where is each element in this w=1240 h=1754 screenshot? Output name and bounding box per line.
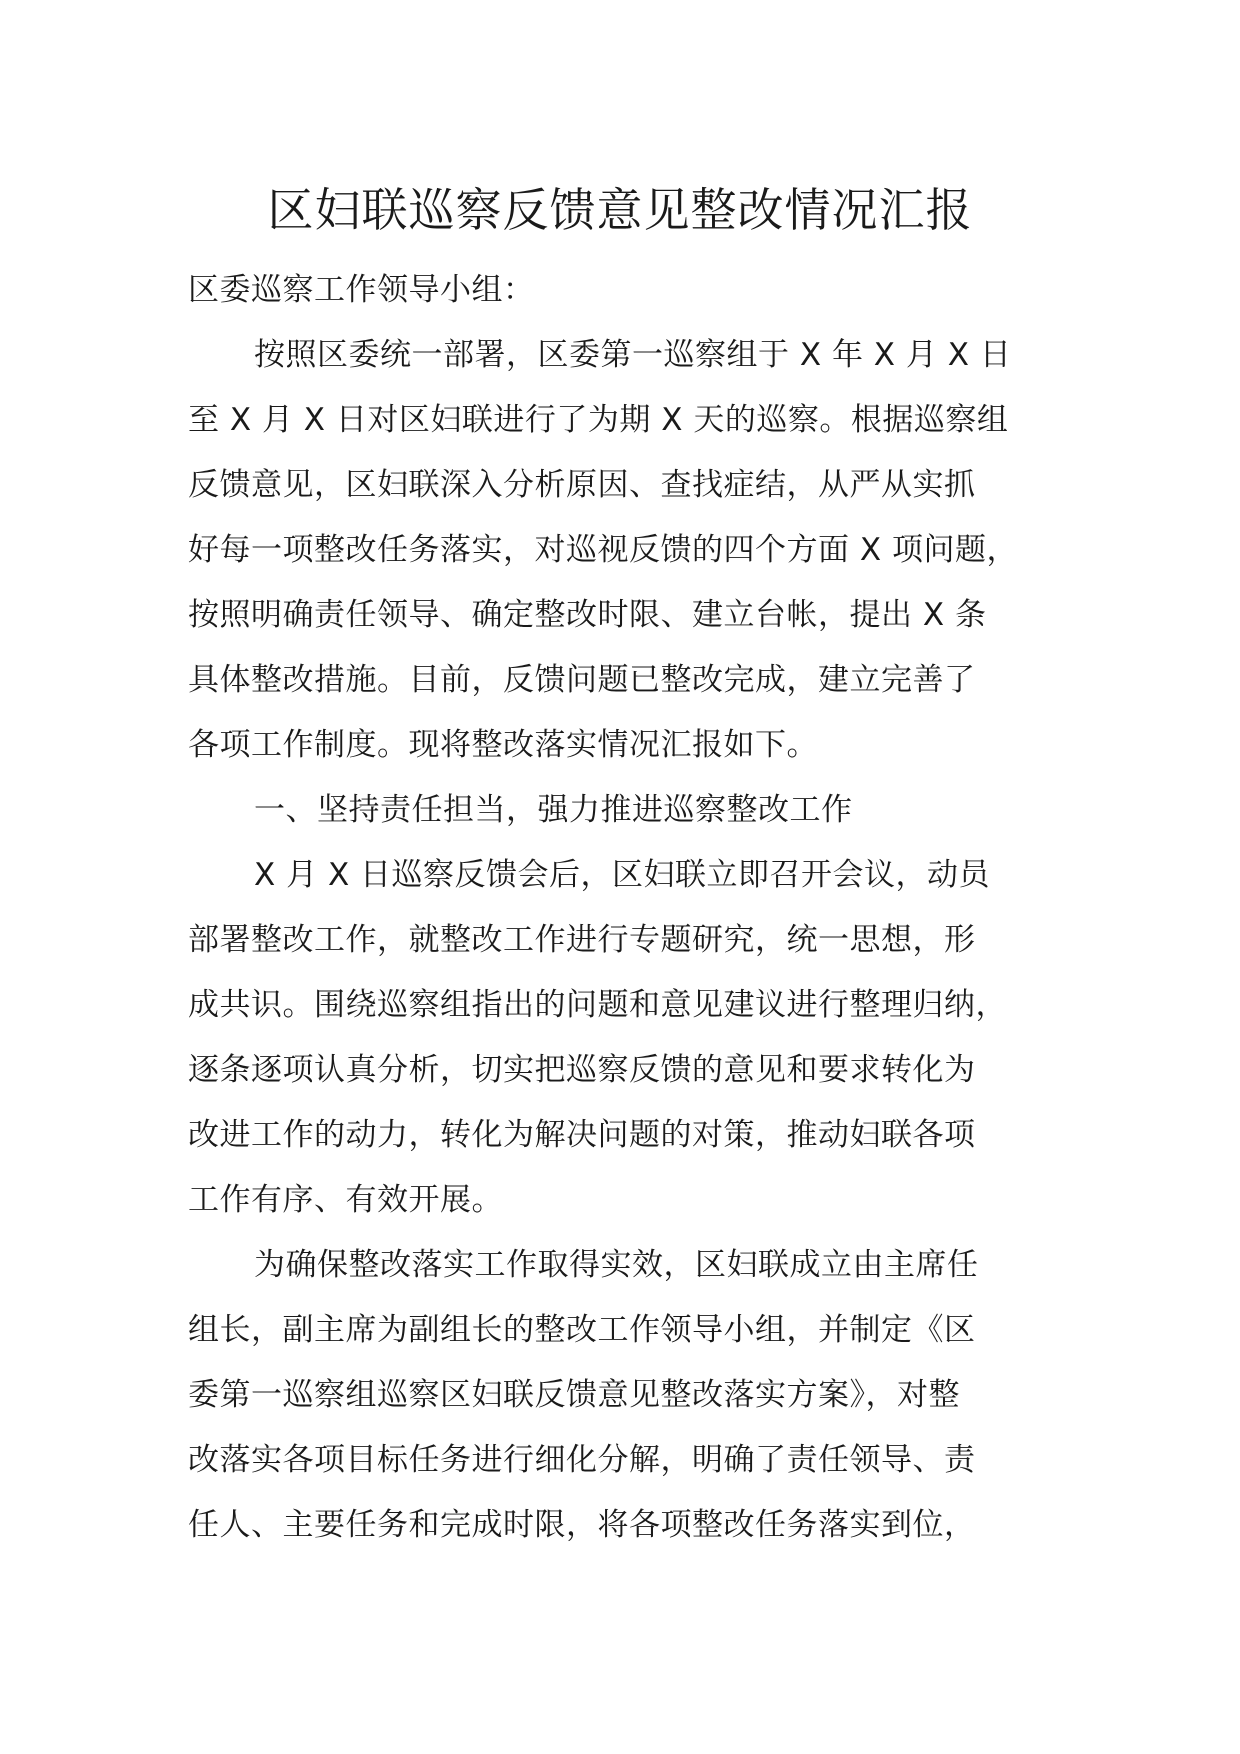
- body-line: 具体整改措施。目前，反馈问题已整改完成，建立完善了: [188, 662, 976, 698]
- body-line: 改进工作的动力，转化为解决问题的对策，推动妇联各项: [188, 1117, 976, 1153]
- body-line: 至 X 月 X 日对区妇联进行了为期 X 天的巡察。根据巡察组: [188, 402, 1009, 438]
- body-line: 改落实各项目标任务进行细化分解，明确了责任领导、责: [188, 1442, 976, 1478]
- document-title: 区妇联巡察反馈意见整改情况汇报: [267, 183, 973, 237]
- body-line: 成共识。围绕巡察组指出的问题和意见建议进行整理归纳，: [188, 987, 1007, 1023]
- body-line: X 月 X 日巡察反馈会后，区妇联立即召开会议，动员: [254, 857, 991, 893]
- body-line: 委第一巡察组巡察区妇联反馈意见整改落实方案》，对整: [188, 1377, 960, 1413]
- body-line: 按照区委统一部署，区委第一巡察组于 X 年 X 月 X 日: [254, 337, 1012, 373]
- body-line: 工作有序、有效开展。: [188, 1182, 503, 1218]
- body-line: 各项工作制度。现将整改落实情况汇报如下。: [188, 727, 818, 763]
- body-line: 反馈意见，区妇联深入分析原因、查找症结，从严从实抓: [188, 467, 976, 503]
- body-line: 任人、主要任务和完成时限，将各项整改任务落实到位，: [188, 1507, 976, 1543]
- body-line: 组长，副主席为副组长的整改工作领导小组，并制定《区: [188, 1312, 976, 1348]
- body-line: 一、坚持责任担当，强力推进巡察整改工作: [254, 792, 853, 828]
- salutation: 区委巡察工作领导小组：: [188, 272, 535, 308]
- body-line: 为确保整改落实工作取得实效，区妇联成立由主席任: [254, 1247, 979, 1283]
- body-line: 按照明确责任领导、确定整改时限、建立台帐，提出 X 条: [188, 597, 987, 633]
- body-line: 逐条逐项认真分析，切实把巡察反馈的意见和要求转化为: [188, 1052, 976, 1088]
- body-line: 好每一项整改任务落实，对巡视反馈的四个方面 X 项问题，: [188, 532, 1018, 568]
- body-line: 部署整改工作，就整改工作进行专题研究，统一思想，形: [188, 922, 976, 958]
